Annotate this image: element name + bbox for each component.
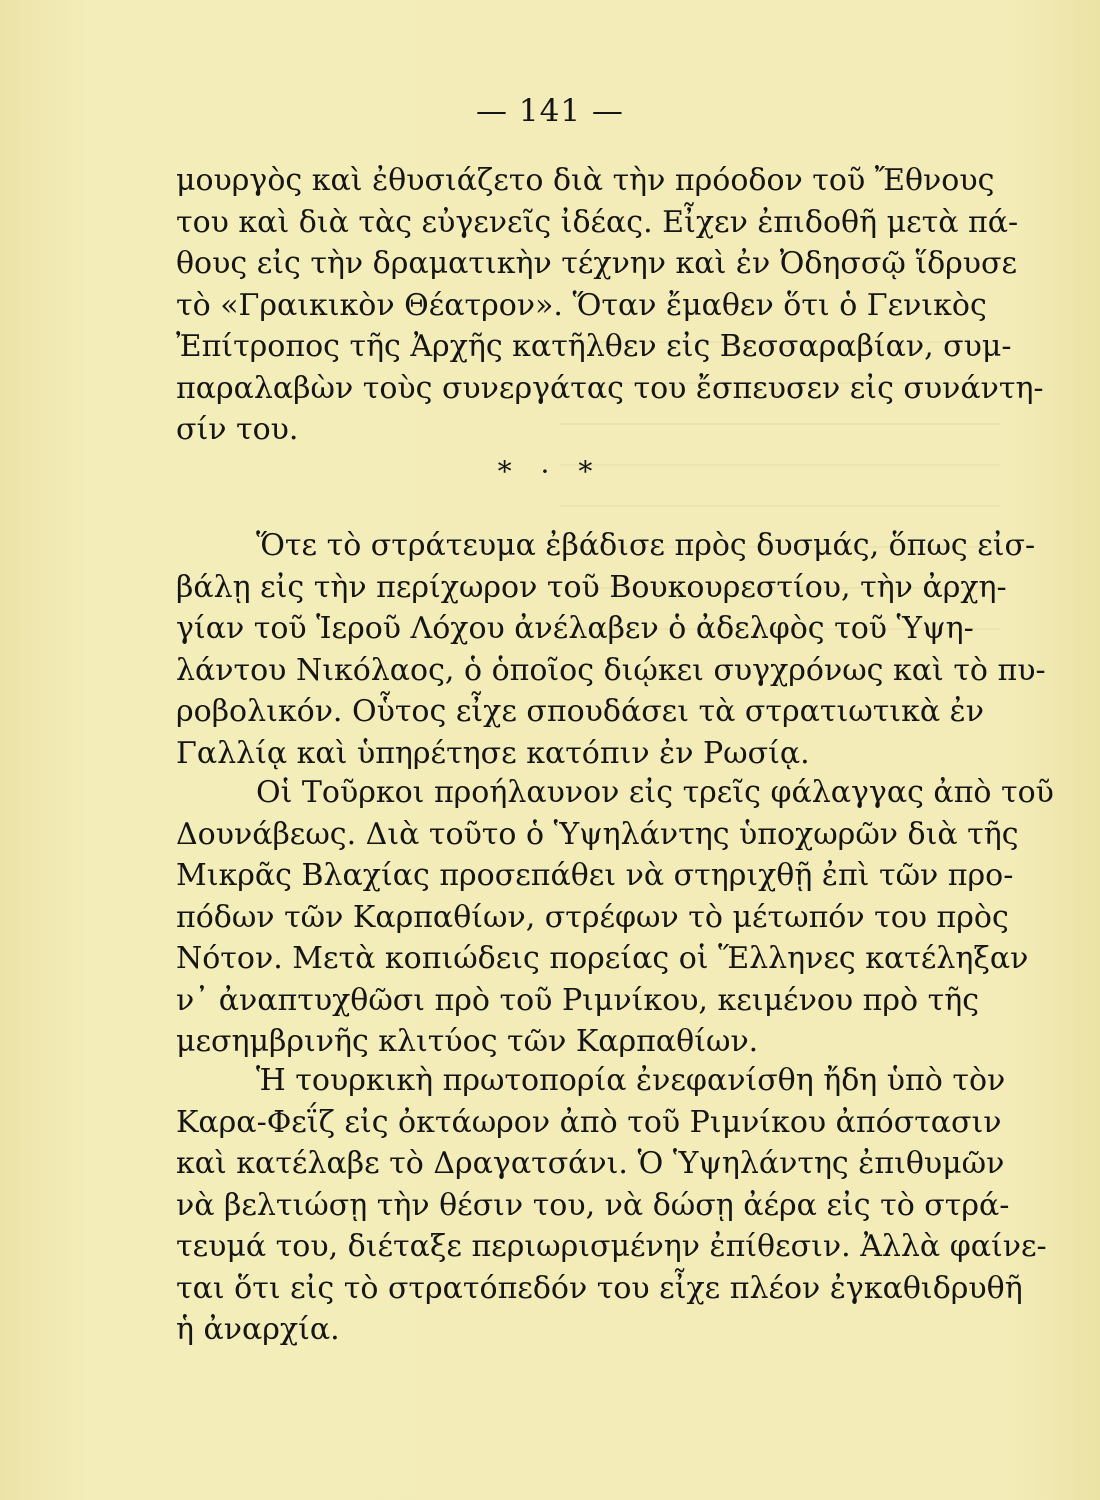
text-line: Γαλλίᾳ καὶ ὑπηρέτησε κατόπιν ἐν Ρωσίᾳ. — [176, 735, 810, 771]
text-line: μουργὸς καὶ ἐθυσιάζετο διὰ τὴν πρόοδον τοῦ Ἔθνους — [176, 163, 995, 198]
text-line: ἡ ἀναρχία. — [176, 1312, 340, 1347]
text-line: ν᾽ ἀναπτυχθῶσι πρὸ τοῦ Ριμνίκου, κειμένου πρὸ τῆς — [176, 982, 979, 1018]
paragraph-2 — [176, 525, 1046, 774]
text-line: Ὅτε τὸ στράτευμα ἐβάδισε πρὸς δυσμάς, ὅπως εἰσ- — [256, 528, 1036, 563]
text-line: τευμά του, διέταξε περιωρισμένην ἐπίθεσιν. Ἀλλὰ φαίνε- — [176, 1229, 1047, 1264]
text-line: Ἐπίτροπος τῆς Ἀρχῆς κατῆλθεν εἰς Βεσσαραβίαν, συμ- — [176, 329, 1012, 364]
text-line: ται ὅτι εἰς τὸ στρατόπεδόν του εἶχε πλέον ἐγκαθιδρυθῆ — [176, 1270, 1023, 1306]
text-line: πόδων τῶν Καρπαθίων, στρέφων τὸ μέτωπόν του πρὸς — [176, 899, 1009, 935]
page-number: — 141 — — [476, 93, 624, 129]
text-line: Οἱ Τοῦρκοι προήλαυνον εἰς τρεῖς φάλαγγας ἀπὸ τοῦ — [256, 775, 1054, 810]
text-line: Μικρᾶς Βλαχίας προσεπάθει νὰ στηριχθῇ ἐπὶ τῶν προ- — [176, 858, 1014, 893]
text-line: Ἡ τουρκικὴ πρωτοπορία ἐνεφανίσθη ἤδη ὑπὸ τὸν — [256, 1063, 1006, 1098]
paragraph-3 — [176, 772, 1054, 1063]
text-line: τὸ «Γραικικὸν Θέατρον». Ὅταν ἔμαθεν ὅτι ὁ Γενικὸς — [176, 287, 987, 323]
text-line: βάλῃ εἰς τὴν περίχωρον τοῦ Βουκουρεστίου, τὴν ἀρχη- — [176, 569, 1007, 605]
text-line: καὶ κατέλαβε τὸ Δραγατσάνι. Ὁ Ὑψηλάντης ἐπιθυμῶν — [176, 1146, 1005, 1181]
section-separator: * · * — [497, 455, 603, 488]
text-line: νὰ βελτιώσῃ τὴν θέσιν του, νὰ δώσῃ ἀέρα εἰς τὸ στρά- — [176, 1187, 1010, 1223]
text-line: Δουνάβεως. Διὰ τοῦτο ὁ Ὑψηλάντης ὑποχωρῶν διὰ τῆς — [176, 816, 1019, 852]
text-line: ροβολικόν. Οὗτος εἶχε σπουδάσει τὰ στρατιωτικὰ ἐν — [176, 694, 984, 729]
text-line: παραλαβὼν τοὺς συνεργάτας του ἔσπευσεν εἰς συνάντη- — [176, 370, 1044, 406]
text-line: λάντου Νικόλαος, ὁ ὁποῖος διῴκει συγχρόνως καὶ τὸ πυ- — [176, 652, 1046, 688]
text-line: μεσημβρινῆς κλιτύος τῶν Καρπαθίων. — [176, 1024, 759, 1059]
paragraph-1 — [176, 160, 1044, 451]
text-line: θους εἰς τὴν δραματικὴν τέχνην καὶ ἐν Ὀδησσῷ ἵδρυσε — [176, 246, 1018, 281]
text-line: Νότον. Μετὰ κοπιώδεις πορείας οἱ Ἕλληνες κατέληξαν — [176, 941, 1029, 976]
paragraph-4 — [176, 1060, 1047, 1351]
text-line: του καὶ διὰ τὰς εὐγενεῖς ἰδέας. Εἶχεν ἐπιδοθῆ μετὰ πά- — [176, 204, 1019, 240]
text-line: σίν του. — [176, 412, 299, 447]
text-line: Καρα-Φεΐζ εἰς ὀκτάωρον ἀπὸ τοῦ Ριμνίκου ἀπόστασιν — [176, 1104, 1002, 1140]
text-line: γίαν τοῦ Ἱεροῦ Λόχου ἀνέλαβεν ὁ ἀδελφὸς τοῦ Ὑψη- — [176, 611, 974, 646]
